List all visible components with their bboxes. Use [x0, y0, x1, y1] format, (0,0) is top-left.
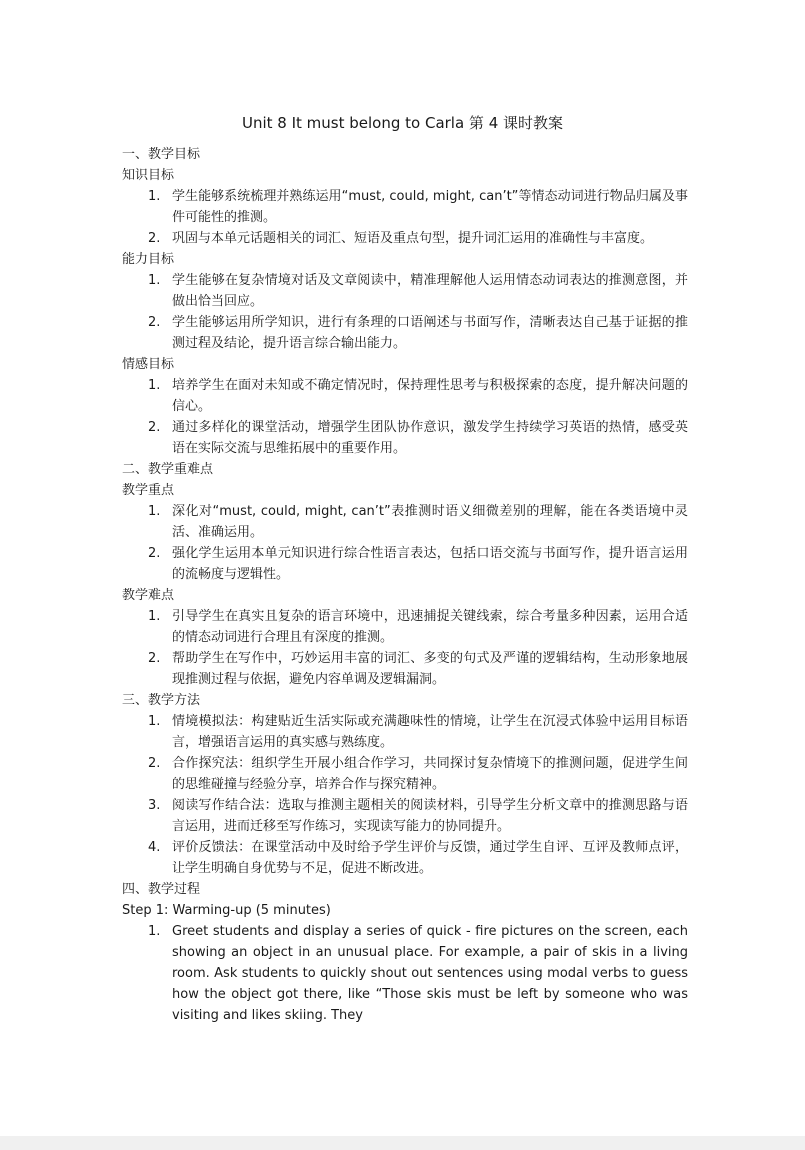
item-number: 1. — [148, 189, 161, 204]
item-text: 阅读写作结合法：选取与推测主题相关的阅读材料，引导学生分析文章中的推测思路与语言运用，进而迁移至写作练习，实现读写能力的协同提升。 — [172, 798, 688, 834]
list-item — [122, 921, 688, 1026]
item-number: 4. — [148, 840, 161, 855]
item-number: 1. — [148, 504, 161, 519]
list-item — [122, 501, 688, 543]
subheading-knowledge: 知识目标 — [122, 168, 175, 183]
item-text: 学生能够在复杂情境对话及文章阅读中，精准理解他人运用情态动词表达的推测意图，并做出恰当回应。 — [172, 273, 688, 309]
item-number: 1. — [148, 378, 161, 393]
item-text: 深化对“must, could, might, can’t”表推测时语义细微差别的理解，能在各类语境中灵活、准确运用。 — [172, 504, 688, 540]
document-title: Unit 8 It must belong to Carla 第 4 课时教案 — [241, 114, 564, 132]
emotion-list — [122, 375, 688, 459]
subheading-difficult-points: 教学难点 — [122, 588, 175, 603]
list-item — [122, 711, 688, 753]
item-text: 帮助学生在写作中，巧妙运用丰富的词汇、多变的句式及严谨的逻辑结构，生动形象地展现推测过程与依据，避免内容单调及逻辑漏洞。 — [172, 651, 688, 687]
key-points-list — [122, 501, 688, 585]
subheading-ability: 能力目标 — [122, 252, 175, 267]
step1-list — [122, 921, 688, 1026]
section-heading-key-difficult: 二、教学重难点 — [122, 462, 214, 477]
item-text: 合作探究法：组织学生开展小组合作学习，共同探讨复杂情境下的推测问题，促进学生间的思维碰撞与经验分享，培养合作与探究精神。 — [172, 756, 688, 792]
item-text: 评价反馈法：在课堂活动中及时给予学生评价与反馈，通过学生自评、互评及教师点评，让学生明确自身优势与不足，促进不断改进。 — [172, 840, 688, 876]
document-body — [122, 144, 688, 1026]
item-text: 引导学生在真实且复杂的语言环境中，迅速捕捉关键线索，综合考量多种因素，运用合适的情态动词进行合理且有深度的推测。 — [172, 609, 688, 645]
step-heading: Step 1: Warming-up (5 minutes) — [122, 903, 331, 918]
list-item — [122, 375, 688, 417]
item-text: 巩固与本单元话题相关的词汇、短语及重点句型，提升词汇运用的准确性与丰富度。 — [172, 231, 654, 246]
item-text: 培养学生在面对未知或不确定情况时，保持理性思考与积极探索的态度，提升解决问题的信心。 — [172, 378, 688, 414]
item-number: 1. — [148, 273, 161, 288]
methods-list — [122, 711, 688, 879]
item-text: 情境模拟法：构建贴近生活实际或充满趣味性的情境，让学生在沉浸式体验中运用目标语言，增强语言运用的真实感与熟练度。 — [172, 714, 688, 750]
list-item — [122, 228, 688, 249]
item-number: 3. — [148, 798, 161, 813]
list-item — [122, 543, 688, 585]
item-text: Greet students and display a series of quick - fire pictures on the screen, each showing an object in an unusual place. For example, a pair of skis in a living room. Ask students to quickly shout out sentences using modal verbs to guess how the object got there, like “Those skis must be left by someone who was visiting and likes skiing. They — [172, 924, 688, 1023]
list-item — [122, 270, 688, 312]
list-item — [122, 648, 688, 690]
item-text: 学生能够运用所学知识，进行有条理的口语阐述与书面写作，清晰表达自己基于证据的推测过程及结论，提升语言综合输出能力。 — [172, 315, 688, 351]
item-number: 1. — [148, 609, 161, 624]
list-item — [122, 606, 688, 648]
item-number: 2. — [148, 231, 161, 246]
list-item — [122, 837, 688, 879]
list-item — [122, 417, 688, 459]
subheading-key-points: 教学重点 — [122, 483, 175, 498]
item-number: 2. — [148, 420, 161, 435]
list-item — [122, 312, 688, 354]
item-number: 2. — [148, 651, 161, 666]
item-number: 2. — [148, 315, 161, 330]
item-number: 2. — [148, 546, 161, 561]
section-heading-methods: 三、教学方法 — [122, 693, 201, 708]
item-text: 学生能够系统梳理并熟练运用“must, could, might, can’t”等情态动词进行物品归属及事件可能性的推测。 — [172, 189, 688, 225]
item-text: 通过多样化的课堂活动，增强学生团队协作意识，激发学生持续学习英语的热情，感受英语在实际交流与思维拓展中的重要作用。 — [172, 420, 688, 456]
knowledge-list — [122, 186, 688, 249]
item-text: 强化学生运用本单元知识进行综合性语言表达，包括口语交流与书面写作，提升语言运用的流畅度与逻辑性。 — [172, 546, 688, 582]
ability-list — [122, 270, 688, 354]
subheading-emotion: 情感目标 — [122, 357, 175, 372]
item-number: 2. — [148, 756, 161, 771]
list-item — [122, 795, 688, 837]
section-heading-objectives: 一、教学目标 — [122, 147, 201, 162]
list-item — [122, 186, 688, 228]
list-item — [122, 753, 688, 795]
page-bottom-margin — [0, 1136, 805, 1150]
difficult-points-list — [122, 606, 688, 690]
section-heading-process: 四、教学过程 — [122, 882, 201, 897]
item-number: 1. — [148, 924, 161, 939]
item-number: 1. — [148, 714, 161, 729]
